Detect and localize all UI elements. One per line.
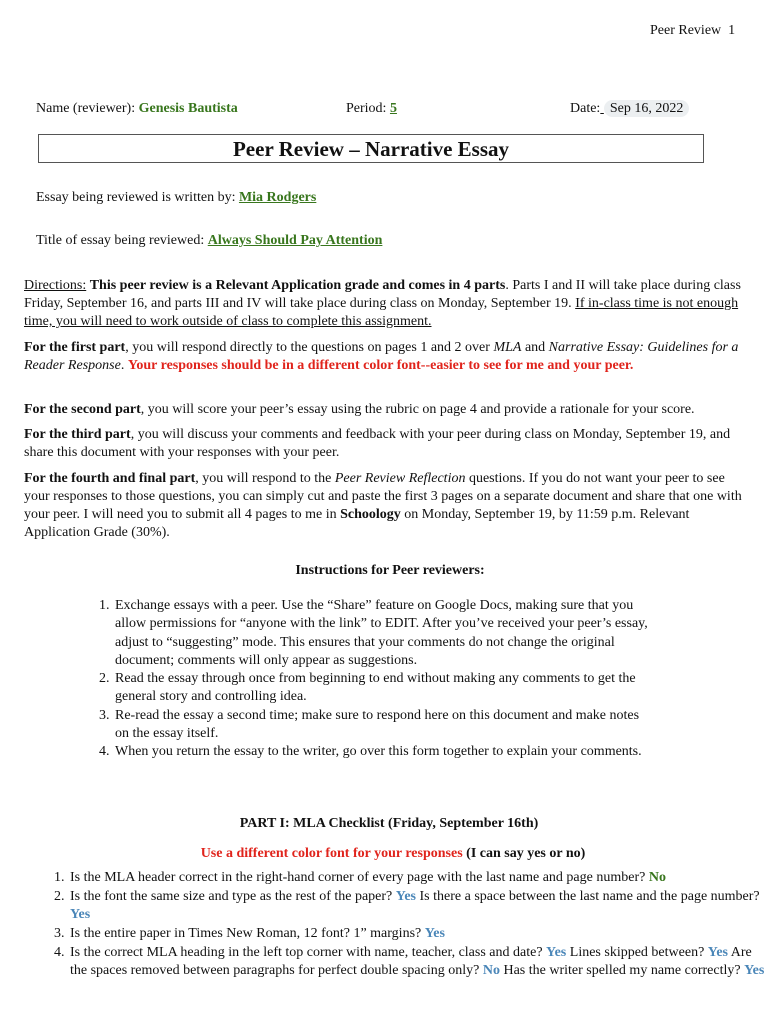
instructions-list xyxy=(88,597,653,762)
essay-title-label: Title of essay being reviewed: xyxy=(36,233,205,248)
part-two-text: , you will score your peer’s essay using the rubric on page 4 and provide a rationale for your score. xyxy=(140,402,695,417)
period-label: Period: xyxy=(346,101,387,116)
answer: Yes xyxy=(395,889,417,904)
part-three-bold: For the third part xyxy=(24,427,131,442)
part-one-bold: For the first part xyxy=(24,340,126,355)
part-four-text-2: questions. If you do not want your peer to see your responses to those questions, you can simply cut and paste the first 3 pages on a separate document and share that one with your peer. I will need you to submit all 4 pages to me in xyxy=(24,471,742,522)
answer: Yes xyxy=(707,945,729,960)
list-item xyxy=(68,888,768,924)
part-three-paragraph xyxy=(24,426,746,462)
list-item xyxy=(68,925,768,943)
essay-title-value: Always Should Pay Attention xyxy=(207,233,383,248)
mla-heading: PART I: MLA Checklist (Friday, September 16th) xyxy=(239,816,539,831)
part-four-paragraph xyxy=(24,470,746,542)
running-head xyxy=(650,23,735,39)
instructions-heading: Instructions for Peer reviewers: xyxy=(295,563,485,578)
reviewer-name-value: Genesis Bautista xyxy=(138,101,238,116)
directions-paragraph xyxy=(24,277,746,331)
answer: No xyxy=(482,963,500,978)
directions-label: Directions: xyxy=(24,278,87,293)
part-four-italic: Peer Review Reflection xyxy=(334,471,466,486)
list-item: 3. Re-read the essay a second time; make sure to respond here on this document and make notes on the essay itself. xyxy=(113,707,653,744)
part-one-red-note: Your responses should be in a different color font--easier to see for me and your peer. xyxy=(127,358,634,373)
answer: No xyxy=(648,870,666,885)
part-three-text: , you will discuss your comments and feedback with your peer during class on Monday, September 19, and share this document with your responses with your peer. xyxy=(24,427,731,460)
part-one-italic-mla: MLA xyxy=(493,340,522,355)
list-item: 4. When you return the essay to the writer, go over this form together to explain your comments. xyxy=(113,743,653,761)
part-one-italic-guidelines: Narrative Essay: Guidelines for a Reader Response xyxy=(24,340,739,373)
period-value: 5 xyxy=(389,101,397,116)
reviewer-name-label: Name (reviewer): xyxy=(36,101,136,116)
mla-subheading-red: Use a different color font for your responses xyxy=(200,846,463,861)
directions-bold: This peer review is a Relevant Application grade and comes in 4 parts xyxy=(89,278,506,293)
question-text: Has the writer spelled my name correctly? xyxy=(499,963,745,978)
running-head-title: Peer Review xyxy=(650,23,722,38)
part-one-text: , you will respond directly to the questions on pages 1 and 2 over xyxy=(125,340,494,355)
answer: Yes xyxy=(546,945,567,960)
period-line xyxy=(346,101,397,117)
part-four-text-3: on Monday, September 19, by 11:59 p.m. Relevant Application Grade (30%). xyxy=(24,507,690,540)
essay-title-line xyxy=(36,233,382,249)
mla-subheading-black: (I can say yes or no) xyxy=(462,846,586,861)
essay-author-value: Mia Rodgers xyxy=(238,190,317,205)
part-one-text-and: and xyxy=(521,340,549,355)
answer: Yes xyxy=(70,907,91,922)
date-line xyxy=(570,101,689,117)
answer: Yes xyxy=(744,963,765,978)
question-text: Is the MLA header correct in the right-hand corner of every page with the last name and page number? xyxy=(70,870,649,885)
part-four-bold: For the fourth and final part xyxy=(24,471,196,486)
essay-author-label: Essay being reviewed is written by: xyxy=(36,190,236,205)
question-text: Is the entire paper in Times New Roman, 12 font? 1” margins? xyxy=(70,926,425,941)
reviewer-name-line xyxy=(36,101,238,117)
mla-checklist xyxy=(44,869,768,981)
date-chip[interactable]: Sep 16, 2022 xyxy=(604,100,690,117)
question-text: Is the font the same size and type as the rest of the paper? xyxy=(70,889,396,904)
document-title: Peer Review – Narrative Essay xyxy=(38,134,704,163)
question-text: Is the correct MLA heading in the left top corner with name, teacher, class and date? xyxy=(70,945,547,960)
essay-author-line xyxy=(36,190,316,206)
page-number: 1 xyxy=(728,23,736,38)
list-item xyxy=(68,869,768,887)
list-item: 2. Read the essay through once from beginning to end without making any comments to get the general story and controlling idea. xyxy=(113,670,653,707)
directions-text: . Parts I and II will take place during class Friday, September 16, and parts III and IV will take place during class on Monday, September 19. xyxy=(24,278,741,311)
part-one-text-period: . xyxy=(120,358,128,373)
part-four-schoology: Schoology xyxy=(340,507,401,522)
list-item xyxy=(68,944,768,980)
date-label: Date: xyxy=(570,101,601,116)
list-item: 1. Exchange essays with a peer. Use the “Share” feature on Google Docs, making sure that you allow permissions for “anyone with the link” to EDIT. After you’ve received your peer’s essay, adjust to “suggesting” mode. This ensures that your comments do not change the original document; comments will only appear as suggestions. xyxy=(113,597,653,670)
mla-subheading xyxy=(0,846,768,862)
answer: Yes xyxy=(424,926,445,941)
directions-underlined: If in-class time is not enough time, you will need to work outside of class to complete this assignment. xyxy=(24,296,739,329)
part-one-paragraph xyxy=(24,339,746,375)
question-text: Lines skipped between? xyxy=(566,945,708,960)
question-text: Is there a space between the last name and the page number? xyxy=(416,889,760,904)
part-two-bold: For the second part xyxy=(24,402,141,417)
question-text: Are the spaces removed between paragraphs for perfect double spacing only? xyxy=(70,945,752,978)
part-four-text-1: , you will respond to the xyxy=(195,471,335,486)
part-two-paragraph xyxy=(24,401,746,419)
